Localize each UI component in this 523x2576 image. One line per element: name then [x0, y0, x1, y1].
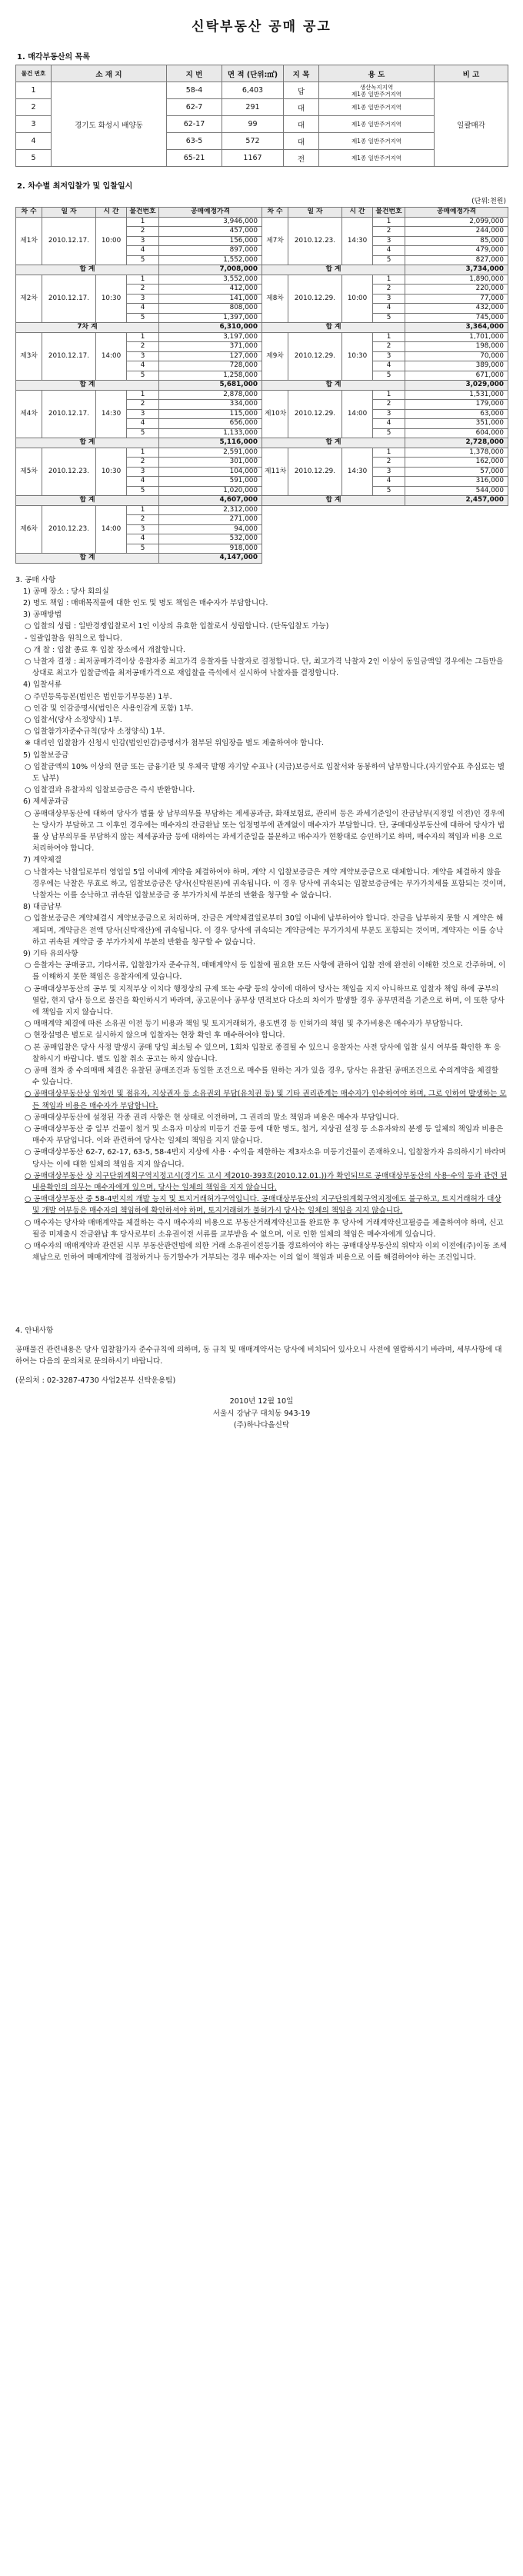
item-no-cell: 5: [373, 313, 405, 323]
total-label: 합 계: [262, 381, 405, 391]
item-no-cell: 3: [373, 467, 405, 477]
price-cell: 115,000: [159, 409, 262, 419]
table-row: [16, 332, 508, 342]
total-row: [16, 323, 508, 333]
total-value: 6,310,000: [159, 323, 262, 333]
term-line: ○ 낙찰자는 낙찰일로부터 영업일 5일 이내에 계약을 체결하여야 하며, 계약 시 입찰보증금은 계약 계약보증금으로 대체합니다. 계약을 체결하지 않을 경우에는 낙찰은 무효로 하고, 입찰보증금은 당사(신탁원본)에 귀속됩니다. 이 경우 당사에 귀속되는 입찰보증금에는 부가가치세를 포함되는 것이며, 낙찰자는 이를 승낙하고 귀속된 입찰보증금 중 부가가치세 부분의 반환을 청구할 수 없습니다.: [25, 867, 506, 900]
notice-body: 공매물건 관련내용은 당사 입찰참가자 준수규칙에 의하며, 동 규칙 및 매매계약서는 당사에 비치되어 있사오니 사전에 열람하시기 바라며, 세부사항에 대하여는 다음의 문의처로 문의하시기 바랍니다.: [15, 1346, 502, 1366]
item-no-cell: 5: [127, 371, 159, 381]
item-no-cell: 4: [373, 419, 405, 429]
footer-date: 2010년 12월 10일: [229, 1397, 294, 1406]
header-cell: 물건번호: [127, 208, 159, 218]
property-jimok: 대: [284, 116, 319, 133]
item-no-cell: 4: [373, 304, 405, 314]
term-line: ○ 본 공매입찰은 당사 사정 발생시 공매 당일 최소될 수 있으며, 1회차 입찰로 종결될 수 있으니 응찰자는 사전 당사에 입찰 실시 여부를 확인한 후 응찰하시기 바랍니다. 별도 입찰 취소 공고는 하지 않습니다.: [25, 1043, 501, 1063]
price-cell: 671,000: [405, 371, 508, 381]
item-no-cell: 3: [127, 236, 159, 246]
price-cell: 544,000: [405, 486, 508, 496]
price-cell: 351,000: [405, 419, 508, 429]
price-cell: 412,000: [159, 285, 262, 295]
item-no-cell: 3: [127, 409, 159, 419]
round-cell: 제3차: [16, 332, 42, 381]
price-cell: 301,000: [159, 458, 262, 468]
price-cell: 827,000: [405, 255, 508, 265]
header-cell: 비 고: [435, 65, 508, 82]
price-cell: 63,000: [405, 409, 508, 419]
price-cell: 745,000: [405, 313, 508, 323]
property-jimok: 전: [284, 150, 319, 167]
date-cell: 2010.12.17.: [42, 390, 96, 438]
total-label: 7차 계: [16, 323, 159, 333]
item-no-cell: 3: [127, 294, 159, 304]
item-no-cell: 3: [373, 351, 405, 361]
item-no-cell: 1: [127, 217, 159, 227]
item-no-cell: 3: [373, 409, 405, 419]
total-value: 7,008,000: [159, 265, 262, 275]
property-usage: 생산녹지지역 제1종 일반주거지역: [319, 82, 435, 99]
term-line: 8) 대금납부: [23, 903, 62, 912]
price-cell: 94,000: [159, 524, 262, 534]
price-cell: 2,099,000: [405, 217, 508, 227]
date-cell: 2010.12.17.: [42, 275, 96, 323]
term-line: 3) 공매방법: [23, 611, 62, 620]
term-line: ○ 인감 및 인감증명서(법인은 사용인감계 포함) 1부.: [25, 704, 194, 713]
table-row: [16, 448, 508, 458]
header-cell: 일 자: [288, 208, 342, 218]
item-no-cell: 2: [373, 458, 405, 468]
total-label: 합 계: [262, 496, 405, 506]
price-cell: 244,000: [405, 227, 508, 237]
term-line: 4) 입찰서류: [23, 681, 62, 690]
property-no: 3: [16, 116, 52, 133]
item-no-cell: 2: [373, 227, 405, 237]
item-no-cell: 4: [127, 361, 159, 371]
notice-contact: (문의처 : 02-3287-4730 사업2본부 신탁운용팀): [15, 1376, 176, 1386]
property-jibun: 63-5: [167, 133, 222, 150]
time-cell: 14:30: [342, 217, 373, 265]
date-cell: 2010.12.29.: [288, 390, 342, 438]
term-line: ○ 공매대상부동산에 대하여 당사가 법률 상 납부의무를 부담하는 제세공과금, 화재보험료, 관리비 등은 과세기준일이 잔금납부(지정일 이전)인 경우에는 당사가 부담하고 그 이후인 경우에는 매수자의 잔금완납 또는 업정명부에 관계없이 매수자가 부담합니다. 단, 공매대상부동산에 대하여 당사가 법률 상 납부의무를 부담하지 않는 제세공과금 등에 대하여는 과세기준일을 불문하고 매수자가 현황대로 승인하기로 하며, 매수자의 책임과 비용 으로 처리하여야 합니다.: [25, 809, 505, 854]
total-value: 4,607,000: [159, 496, 262, 506]
price-cell: 198,000: [405, 342, 508, 352]
price-cell: 1,133,000: [159, 428, 262, 438]
price-cell: 808,000: [159, 304, 262, 314]
header-cell: 공매예정가격: [405, 208, 508, 218]
property-usage: 제1종 일반주거지역: [319, 99, 435, 116]
announcement-page: [15, 0, 508, 1432]
price-cell: 162,000: [405, 458, 508, 468]
date-cell: 2010.12.29.: [288, 332, 342, 381]
price-cell: 2,878,000: [159, 390, 262, 400]
item-no-cell: 1: [127, 390, 159, 400]
item-no-cell: 4: [127, 419, 159, 429]
price-table-header: [16, 208, 508, 218]
header-cell: 공매예정가격: [159, 208, 262, 218]
term-line: - 일괄입찰을 원칙으로 합니다.: [25, 634, 122, 643]
date-cell: 2010.12.23.: [42, 505, 96, 554]
property-jibun: 62-17: [167, 116, 222, 133]
price-cell: 2,591,000: [159, 448, 262, 458]
section3-terms: [15, 574, 508, 1264]
property-jimok: 대: [284, 99, 319, 116]
round-cell: 제11차: [262, 448, 288, 496]
property-jimok: 대: [284, 133, 319, 150]
term-line: ○ 입찰보증금은 계약체결시 계약보증금으로 처리하며, 잔금은 계약체결일로부터 30일 이내에 납부하여야 합니다. 잔금을 납부하지 못할 시 계약은 해제되며, 계약금은 전액 당사(신탁재산)에 귀속됩니다. 이 경우 당사에 귀속되는 계약금에는 부가가치세 부분도 포함되는 것이며, 계약자는 이를 승낙하고 귀속된 계약금 중 부가가치세 부분의 반환을 청구할 수 없습니다.: [25, 914, 504, 947]
item-no-cell: 1: [127, 448, 159, 458]
term-line: ○ 주민등록등본(법인은 법인등기부등본) 1부.: [25, 692, 172, 701]
price-cell: 220,000: [405, 285, 508, 295]
term-line: 6) 제세공과금: [23, 797, 69, 807]
price-cell: 1,378,000: [405, 448, 508, 458]
price-cell: 656,000: [159, 419, 262, 429]
item-no-cell: 5: [127, 428, 159, 438]
property-area: 99: [222, 116, 284, 133]
price-cell: 104,000: [159, 467, 262, 477]
term-line: ※ 대리인 입찰참가 신청시 인감(법인인감)증명서가 첨부된 위임장을 별도 제출하여야 합니다.: [25, 739, 324, 748]
total-row: [16, 381, 508, 391]
item-no-cell: 1: [373, 332, 405, 342]
total-value: 3,734,000: [405, 265, 508, 275]
property-no: 1: [16, 82, 52, 99]
property-no: 2: [16, 99, 52, 116]
time-cell: 14:00: [342, 390, 373, 438]
header-cell: 차 수: [16, 208, 42, 218]
item-no-cell: 4: [373, 246, 405, 256]
price-cell: 728,000: [159, 361, 262, 371]
property-no: 5: [16, 150, 52, 167]
item-no-cell: 2: [373, 342, 405, 352]
date-cell: 2010.12.17.: [42, 217, 96, 265]
footer-address: 서울시 강남구 대치동 943-19: [212, 1409, 311, 1418]
table-row: [16, 390, 508, 400]
price-cell: 70,000: [405, 351, 508, 361]
header-cell: 시 간: [342, 208, 373, 218]
item-no-cell: 3: [127, 351, 159, 361]
term-line: 9) 기타 유의사항: [23, 950, 78, 958]
property-jibun: 62-7: [167, 99, 222, 116]
time-cell: 14:30: [96, 390, 127, 438]
time-cell: 10:30: [342, 332, 373, 381]
price-cell: 316,000: [405, 477, 508, 487]
property-list-table: [15, 65, 508, 167]
property-area: 572: [222, 133, 284, 150]
price-cell: 1,397,000: [159, 313, 262, 323]
date-cell: 2010.12.17.: [42, 332, 96, 381]
item-no-cell: 1: [127, 275, 159, 285]
price-cell: 457,000: [159, 227, 262, 237]
term-line: 5) 입찰보증금: [23, 751, 69, 760]
price-cell: 1,531,000: [405, 390, 508, 400]
item-no-cell: 2: [373, 285, 405, 295]
time-cell: 10:30: [96, 275, 127, 323]
term-line: ○ 입찰의 성립 : 일반경쟁입찰로서 1인 이상의 유효한 입찰로서 성립합니다. (단독입찰도 가능): [25, 622, 329, 631]
total-label: 합 계: [262, 438, 405, 448]
item-no-cell: 4: [373, 477, 405, 487]
price-cell: 897,000: [159, 246, 262, 256]
date-cell: 2010.12.23.: [288, 217, 342, 265]
property-jibun: 65-21: [167, 150, 222, 167]
term-line: 2) 명도 책임 : 매매목적물에 대한 인도 및 명도 책임은 매수자가 부담합니다.: [23, 598, 268, 607]
item-no-cell: 5: [373, 428, 405, 438]
item-no-cell: 5: [373, 255, 405, 265]
time-cell: 10:00: [96, 217, 127, 265]
term-line: ○ 공매대상부동산상 임차인 및 점유자, 지상권자 등 소유권외 부담(유치권 등) 및 기타 권리관계는 매수자가 인수하여야 하며, 그로 인하여 발생하는 모든 책임과 비용은 매수자가 부담합니다.: [25, 1090, 507, 1110]
date-cell: 2010.12.29.: [288, 448, 342, 496]
price-cell: 1,890,000: [405, 275, 508, 285]
item-no-cell: 3: [127, 524, 159, 534]
term-line: ○ 입찰결과 유찰자의 입찰보증금은 즉시 반환합니다.: [25, 786, 195, 795]
round-cell: 제4차: [16, 390, 42, 438]
term-line: ○ 매수자는 당사와 매매계약을 체결하는 즉시 매수자의 비용으로 부동산거래계약신고를 완료한 후 당사에 거래계약신고필증을 제출하여야 하며, 신고필증 미제출시 잔금완납 후 당사로부터 소유권이전 서류를 교부받을 수 없으며, 이로 인한 일체의 책임은 매수자에게 있습니다.: [25, 1218, 504, 1239]
item-no-cell: 1: [127, 332, 159, 342]
total-value: 3,029,000: [405, 381, 508, 391]
header-cell: 차 수: [262, 208, 288, 218]
section2-heading: 2. 차수별 최저입찰가 및 입찰일시: [17, 182, 133, 191]
round-cell: 제7차: [262, 217, 288, 265]
price-cell: 1,258,000: [159, 371, 262, 381]
total-label: 합 계: [262, 265, 405, 275]
term-line: 3. 공매 사항: [15, 575, 56, 584]
price-cell: 334,000: [159, 400, 262, 410]
price-cell: 2,312,000: [159, 505, 262, 515]
term-line: ○ 공매대상부동산 62-7, 62-17, 63-5, 58-4번지 지상에 사용 · 수익을 제한하는 제3자소유 미등기건물이 존재하오니, 입찰참가자 유의하시기 바라며 당사는 이에 대한 일체의 책임을 지지 않습니다.: [25, 1148, 506, 1169]
total-value: 5,681,000: [159, 381, 262, 391]
term-line: ○ 낙찰자 결정 : 최저공매가격이상 응찰자중 최고가격 응찰자를 낙찰자로 결정합니다. 단, 최고가격 낙찰자 2인 이상이 동일금액일 경우에는 그들만을 상대로 최고가 입찰금액을 최저공매가격으로 재입찰을 즉석에서 실시하여 낙찰자를 결정합니다.: [25, 657, 504, 678]
item-no-cell: 5: [127, 486, 159, 496]
total-label: 합 계: [16, 554, 159, 564]
item-no-cell: 5: [127, 255, 159, 265]
property-area: 291: [222, 99, 284, 116]
item-no-cell: 4: [127, 304, 159, 314]
price-cell: 3,552,000: [159, 275, 262, 285]
property-remark: 일괄매각: [435, 82, 508, 167]
term-line: ○ 공매대상부동산 상 지구단위계획구역지정고시(경기도 고시 제2010-393호(2010.12.01.))가 확인되므로 공매대상부동산의 사용·수익 등과 관련 된 내용확인의 의무는 매수자에게 있으며, 당사는 일체의 책임을 지지 않습니다.: [25, 1171, 508, 1193]
term-line: 1) 공매 장소 : 당사 회의실: [23, 587, 109, 596]
property-jibun: 58-4: [167, 82, 222, 99]
total-label: 합 계: [16, 438, 159, 448]
term-line: ○ 입찰서(당사 소정양식) 1부.: [25, 715, 122, 724]
item-no-cell: 4: [127, 477, 159, 487]
price-cell: 85,000: [405, 236, 508, 246]
item-no-cell: 5: [373, 371, 405, 381]
notice-section: [15, 1325, 508, 1386]
term-line: ○ 매매계약 체결에 따른 소유권 이전 등기 비용과 책임 및 토지거래허가, 용도변경 등 인허가의 책임 및 추가비용은 매수자가 부담합니다.: [25, 1020, 463, 1029]
property-jimok: 답: [284, 82, 319, 99]
item-no-cell: 2: [127, 285, 159, 295]
property-table-header: [16, 65, 508, 82]
price-cell: 1,552,000: [159, 255, 262, 265]
term-line: 7) 계약체결: [23, 856, 62, 865]
table-row: [16, 217, 508, 227]
item-no-cell: 5: [127, 544, 159, 554]
item-no-cell: 1: [127, 505, 159, 515]
time-cell: 14:00: [96, 332, 127, 381]
term-line: ○ 공매대상부동산 중 58-4번지의 개발 능지 및 토지거래허가구역입니다. 공매대상부동산의 지구단위계획구역지정에도 불구하고, 토지거래허가 대상 및 개발 여부등은 매수자의 책임하에 확인하셔야 하며, 토지거래허가 불허가시 당사는 일체의 책임을 지지 않습니다.: [25, 1195, 501, 1216]
item-no-cell: 1: [373, 217, 405, 227]
total-label: 합 계: [16, 381, 159, 391]
round-cell: 제2차: [16, 275, 42, 323]
item-no-cell: 4: [127, 534, 159, 544]
property-usage: 제1종 일반주거지역: [319, 116, 435, 133]
time-cell: 10:30: [96, 448, 127, 496]
table-row: [16, 82, 508, 99]
price-cell: 127,000: [159, 351, 262, 361]
price-cell: 591,000: [159, 477, 262, 487]
total-label: 합 계: [262, 323, 405, 333]
header-cell: 용 도: [319, 65, 435, 82]
total-value: 2,457,000: [405, 496, 508, 506]
price-cell: 1,020,000: [159, 486, 262, 496]
property-location: 경기도 화성시 배양동: [52, 82, 167, 167]
notice-heading: 4. 안내사항: [15, 1326, 54, 1336]
price-cell: 1,701,000: [405, 332, 508, 342]
property-usage: 제1종 일반주거지역: [319, 133, 435, 150]
item-no-cell: 1: [373, 275, 405, 285]
price-cell: 271,000: [159, 515, 262, 525]
price-cell: 77,000: [405, 294, 508, 304]
term-line: ○ 현장설명은 별도로 실시하지 않으며 입찰자는 현장 확인 후 매수하여야 합니다.: [25, 1031, 285, 1040]
total-row: [16, 496, 508, 506]
header-cell: 지 번: [167, 65, 222, 82]
price-cell: 179,000: [405, 400, 508, 410]
price-cell: 389,000: [405, 361, 508, 371]
total-row: [16, 265, 508, 275]
term-line: ○ 공매대상부동산의 공부 및 지적부상 이치다 행정상의 규제 또는 수량 등의 상이에 대하여 당사는 책임을 지지 아니하므로 입찰자 책임 하에 공부의 열람, 현지 답사 등으로 물건을 확인하시기 바라며, 공고문이나 공부상 면적보다 다소의 차이가 발생할 경우 공부면적을 기준으로 하며, 이 또한 당사에 책임을 지지 않습니다.: [25, 984, 505, 1017]
total-value: 4,147,000: [159, 554, 262, 564]
date-cell: 2010.12.29.: [288, 275, 342, 323]
item-no-cell: 2: [127, 342, 159, 352]
price-cell: 918,000: [159, 544, 262, 554]
price-cell: 532,000: [159, 534, 262, 544]
table-row: [16, 275, 508, 285]
term-line: ○ 공매대상부동산 중 일부 건물이 철거 및 소유자 미상의 미등기 건물 등에 대한 명도, 철거, 지상권 설정 등 소유자와의 분쟁 등 일체의 책임과 비용은 매수자 부담입니다. 이와 관련하여 당사는 일체의 책임을 지지 않습니다.: [25, 1125, 504, 1146]
item-no-cell: 2: [127, 515, 159, 525]
item-no-cell: 2: [127, 400, 159, 410]
item-no-cell: 4: [127, 246, 159, 256]
item-no-cell: 2: [127, 458, 159, 468]
header-cell: 물건번호: [373, 208, 405, 218]
item-no-cell: 3: [127, 467, 159, 477]
price-cell: 604,000: [405, 428, 508, 438]
item-no-cell: 5: [373, 486, 405, 496]
item-no-cell: 4: [373, 361, 405, 371]
item-no-cell: 2: [127, 227, 159, 237]
round-cell: 제5차: [16, 448, 42, 496]
total-value: 3,364,000: [405, 323, 508, 333]
price-cell: 371,000: [159, 342, 262, 352]
round-cell: 제6차: [16, 505, 42, 554]
header-cell: 시 간: [96, 208, 127, 218]
item-no-cell: 3: [373, 236, 405, 246]
unit-note: (단위:천원): [471, 198, 506, 205]
property-area: 1167: [222, 150, 284, 167]
header-cell: 지 목: [284, 65, 319, 82]
price-cell: 57,000: [405, 467, 508, 477]
price-cell: 141,000: [159, 294, 262, 304]
total-value: 5,116,000: [159, 438, 262, 448]
term-line: ○ 공매대상부동산에 설정된 각종 권리 사항은 현 상태로 이전하며, 그 권리의 말소 책임과 비용은 매수자 부담입니다.: [25, 1113, 399, 1122]
table-row: [16, 505, 508, 515]
term-line: ○ 입찰참가자준수규칙(당사 소정양식) 1부.: [25, 727, 165, 737]
time-cell: 14:00: [96, 505, 127, 554]
price-schedule-table: [15, 207, 508, 564]
property-area: 6,403: [222, 82, 284, 99]
header-cell: 소 재 지: [52, 65, 167, 82]
round-cell: 제10차: [262, 390, 288, 438]
term-line: ○ 공매 절차 중 수의매매 체결은 유찰된 공매조건과 동일한 조건으로 매수를 원하는 자가 있을 경우, 당사는 유찰된 공매조건으로 수의계약을 체결할 수 있습니다.: [25, 1067, 499, 1087]
price-cell: 3,197,000: [159, 332, 262, 342]
term-line: ○ 매수자의 매매계약과 관련된 시부 부동산관련법에 의한 거래 소유권이전등기를 경료하여야 하는 공매대상부동산의 위탁자 이외 이전에(주)이동 조세채납으로 인하여 매매계약에 결정하거나 등기할수가 거부되는 경우 매수자는 이의 없이 책임과 비용으로 이를 해결하여야 하는 조건입니다.: [25, 1242, 507, 1263]
footer: [15, 1396, 508, 1432]
header-cell: 면 적 (단위:㎡): [222, 65, 284, 82]
section1-heading: 1. 매각부동산의 목록: [17, 53, 90, 62]
price-cell: 156,000: [159, 236, 262, 246]
time-cell: 14:30: [342, 448, 373, 496]
total-label: 합 계: [16, 496, 159, 506]
price-cell: 432,000: [405, 304, 508, 314]
term-line: ○ 개 찰 : 입찰 종료 후 입찰 장소에서 개찰합니다.: [25, 645, 185, 654]
total-row: [16, 438, 508, 448]
round-cell: 제9차: [262, 332, 288, 381]
term-line: ○ 입찰금액의 10% 이상의 현금 또는 금융기관 및 우체국 발행 자기앞 수표나 (지급)보증서로 입찰서와 동봉하여 납부합니다.(자기앞수표 추심료는 별도 납부): [25, 762, 505, 783]
date-cell: 2010.12.23.: [42, 448, 96, 496]
item-no-cell: 1: [373, 390, 405, 400]
footer-company: (주)하나다올신탁: [233, 1421, 290, 1430]
empty-cell: [262, 505, 508, 563]
time-cell: 10:00: [342, 275, 373, 323]
round-cell: 제1차: [16, 217, 42, 265]
item-no-cell: 3: [373, 294, 405, 304]
term-line: ○ 응찰자는 공매공고, 기타서류, 입찰참가자 준수규칙, 매매계약서 등 입찰에 필요한 모든 사항에 관하여 입찰 전에 완전히 이해한 것으로 간주하며, 이를 이해하지 못한 책임은 응찰자에게 있습니다.: [25, 961, 506, 982]
price-cell: 479,000: [405, 246, 508, 256]
item-no-cell: 2: [373, 400, 405, 410]
price-cell: 3,946,000: [159, 217, 262, 227]
total-value: 2,728,000: [405, 438, 508, 448]
round-cell: 제8차: [262, 275, 288, 323]
property-usage: 제1종 일반주거지역: [319, 150, 435, 167]
item-no-cell: 5: [127, 313, 159, 323]
header-cell: 물건 번호: [16, 65, 52, 82]
item-no-cell: 1: [373, 448, 405, 458]
page-title: 신탁부동산 공매 공고: [192, 19, 331, 35]
property-no: 4: [16, 133, 52, 150]
total-label: 합 계: [16, 265, 159, 275]
header-cell: 일 자: [42, 208, 96, 218]
